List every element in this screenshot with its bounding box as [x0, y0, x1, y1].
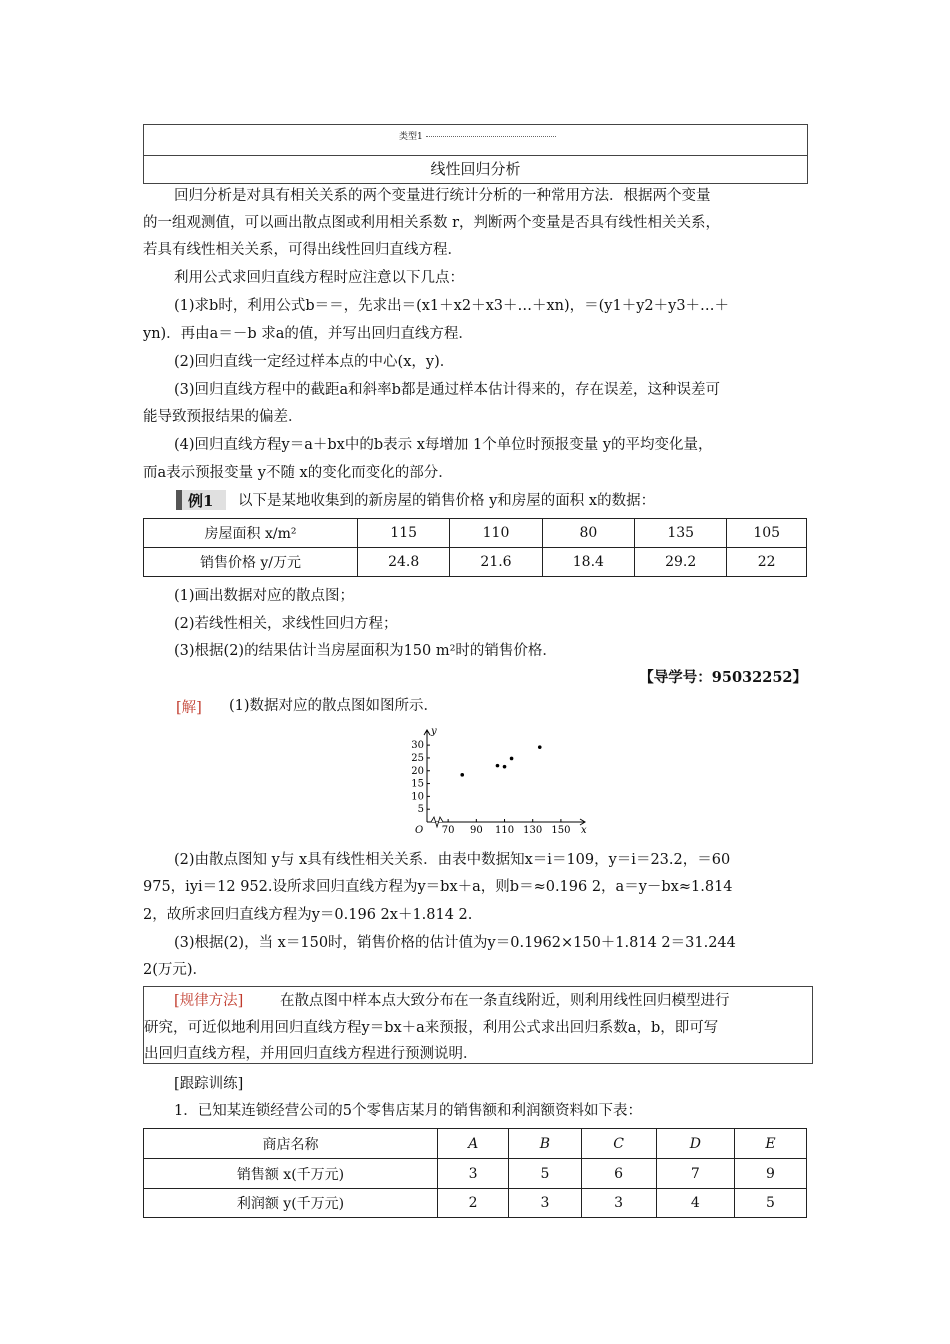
- table-header-cell: A: [438, 1129, 509, 1159]
- table-cell: 110: [450, 519, 542, 548]
- table-row-label: 房屋面积 x/m²: [144, 519, 358, 548]
- table-cell: 7: [656, 1159, 734, 1189]
- intro-line-1: 回归分析是对具有相关关系的两个变量进行统计分析的一种常用方法．根据两个变量: [174, 188, 711, 204]
- section-header-divider: [144, 155, 807, 156]
- store-data-table: [143, 1128, 807, 1218]
- example-badge-label: 例1: [188, 492, 214, 510]
- method-line-3: 出回归直线方程，并用回归直线方程进行预测说明．: [144, 1046, 478, 1062]
- x-tick-label: 130: [523, 825, 543, 836]
- y-tick-label: 15: [411, 778, 424, 790]
- table-row: [144, 548, 807, 577]
- y-tick-label: 10: [411, 791, 424, 803]
- table-cell: 18.4: [542, 548, 634, 577]
- solution-1: (1)数据对应的散点图如图所示．: [229, 698, 439, 714]
- house-data-table: [143, 518, 807, 577]
- section-title: 线性回归分析: [430, 160, 521, 178]
- table-cell: 4: [656, 1189, 734, 1218]
- method-line-2: 研究，可近似地利用回归直线方程y＝bx＋a来预报，利用公式求出回归系数a，b，即可写: [144, 1020, 719, 1036]
- table-cell: 3: [581, 1189, 656, 1218]
- data-point: [510, 757, 514, 761]
- section-tag: 类型1: [399, 132, 423, 142]
- solution-2a: (2)由散点图知 y与 x具有线性相关关系．由表中数据知x＝i＝109，y＝i＝23.2，＝60: [174, 852, 731, 868]
- method-box: [143, 986, 813, 1064]
- note-2: (2)回归直线一定经过样本点的中心(x，y)．: [174, 354, 455, 370]
- solution-3a: (3)根据(2)，当 x＝150时，销售价格的估计值为y＝0.1962×150＋1.814 2＝31.244: [174, 935, 736, 951]
- table-cell: 24.8: [358, 548, 450, 577]
- note-1b: yn)．再由a＝－b 求a的值，并写出回归直线方程．: [143, 326, 473, 342]
- table-row: [144, 1129, 807, 1159]
- table-row: [144, 1159, 807, 1189]
- solution-tag: [解]: [176, 700, 202, 716]
- x-tick-label: 110: [494, 825, 515, 836]
- note-4a: (4)回归直线方程y＝a＋bx中的b表示 x每增加 1个单位时预报变量 y的平均变化量，: [174, 437, 713, 453]
- example-text: 以下是某地收集到的新房屋的销售价格 y和房屋的面积 x的数据：: [238, 493, 656, 509]
- method-line-1: 在散点图中样本点大致分布在一条直线附近，则利用线性回归模型进行: [280, 993, 730, 1009]
- intro-line-3: 若具有线性相关关系，可得出线性回归直线方程．: [143, 242, 462, 258]
- table-row-label: 商店名称: [144, 1129, 438, 1159]
- table-cell: 3: [438, 1159, 509, 1189]
- table-cell: 3: [509, 1189, 581, 1218]
- section-header-box: [143, 124, 808, 184]
- table-cell: 2: [438, 1189, 509, 1218]
- table-cell: 80: [542, 519, 634, 548]
- intro-line-4: 利用公式求回归直线方程时应注意以下几点：: [174, 270, 464, 286]
- section-tag-underline: [426, 136, 556, 137]
- table-header-cell: C: [581, 1129, 656, 1159]
- y-tick-label: 5: [417, 804, 424, 816]
- table-row-label: 利润额 y(千万元): [144, 1189, 438, 1218]
- solution-2c: 2，故所求回归直线方程为y＝0.196 2x＋1.814 2.: [143, 907, 473, 923]
- solution-3b: 2(万元)．: [143, 962, 208, 978]
- table-cell: 135: [635, 519, 727, 548]
- practice-question-1: 1．已知某连锁经营公司的5个零售店某月的销售额和利润额资料如下表：: [174, 1103, 642, 1119]
- table-cell: 9: [735, 1159, 807, 1189]
- table-cell: 29.2: [635, 548, 727, 577]
- y-tick-label: 25: [411, 752, 424, 764]
- question-1: (1)画出数据对应的散点图；: [174, 588, 355, 604]
- table-row: [144, 519, 807, 548]
- table-cell: 22: [727, 548, 807, 577]
- data-point: [460, 773, 464, 777]
- method-tag: [规律方法]: [174, 993, 244, 1009]
- x-tick-label: 150: [551, 825, 571, 836]
- question-3: (3)根据(2)的结果估计当房屋面积为150 m²时的销售价格．: [174, 643, 557, 659]
- note-4b: 而a表示预报变量 y不随 x的变化而变化的部分．: [143, 465, 453, 481]
- y-tick-label: 20: [411, 765, 424, 777]
- origin-label: O: [415, 825, 424, 836]
- x-axis-label: x: [581, 825, 587, 836]
- table-row-label: 销售价格 y/万元: [144, 548, 358, 577]
- table-cell: 115: [358, 519, 450, 548]
- data-point: [503, 765, 507, 769]
- table-cell: 6: [581, 1159, 656, 1189]
- table-cell: 5: [509, 1159, 581, 1189]
- practice-title: [跟踪训练]: [174, 1076, 244, 1092]
- question-2: (2)若线性相关，求线性回归方程；: [174, 616, 398, 632]
- table-cell: 21.6: [450, 548, 542, 577]
- table-header-cell: B: [509, 1129, 581, 1159]
- data-point: [496, 764, 500, 768]
- table-cell: 5: [735, 1189, 807, 1218]
- data-point: [538, 745, 542, 749]
- table-header-cell: E: [735, 1129, 807, 1159]
- x-tick-label: 70: [441, 825, 455, 836]
- reference-number: 【导学号：95032252】: [639, 669, 807, 686]
- scatter-plot: [395, 722, 595, 842]
- y-axis-label: y: [431, 726, 437, 737]
- example-badge: [176, 490, 226, 510]
- table-header-cell: D: [656, 1129, 734, 1159]
- table-cell: 105: [727, 519, 807, 548]
- solution-2b: 975，iyi＝12 952.设所求回归直线方程为y＝bx＋a，则b＝≈0.196 2，a＝y－bx≈1.814: [143, 879, 733, 895]
- x-tick-label: 90: [469, 825, 483, 836]
- table-row: [144, 1189, 807, 1218]
- note-3a: (3)回归直线方程中的截距a和斜率b都是通过样本估计得来的，存在误差，这种误差可: [174, 382, 720, 398]
- note-3b: 能导致预报结果的偏差．: [143, 409, 303, 425]
- note-1a: (1)求b时，利用公式b＝＝，先求出＝(x1＋x2＋x3＋…＋xn)，＝(y1＋y2＋y3＋…＋: [174, 298, 730, 314]
- y-tick-label: 30: [411, 740, 424, 752]
- table-row-label: 销售额 x(千万元): [144, 1159, 438, 1189]
- intro-line-2: 的一组观测值，可以画出散点图或利用相关系数 r，判断两个变量是否具有线性相关关系，: [143, 215, 721, 231]
